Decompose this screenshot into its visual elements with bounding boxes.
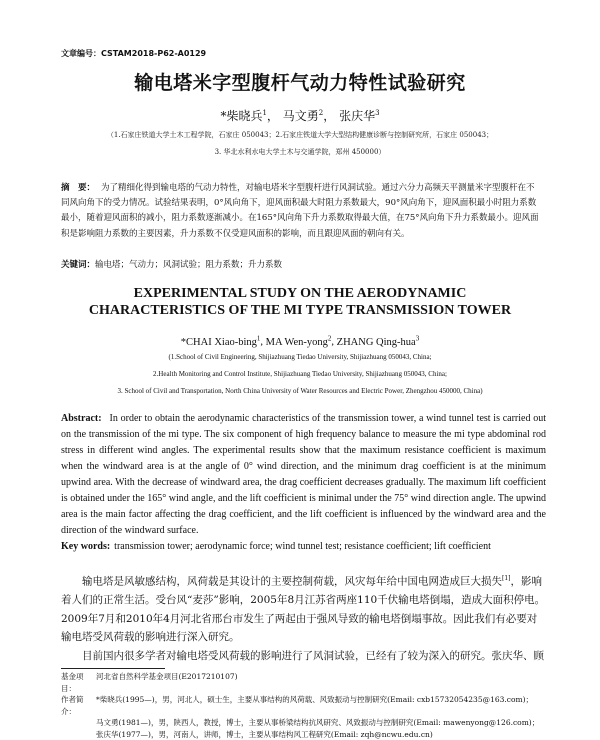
body-paragraph: 输电塔是风敏感结构，风荷载是其设计的主要控制荷载，风灾每年给中国电网造成巨大损失[1]，影响着人们的正常生活。受台风“麦莎”影响，2005年8月江苏省两座110千伏输电塔倒塌，造成大面积停电。2009年7月和2010年4月河北省邢台市发生了两起由于强风导致的输电塔倒塌事故。因此我们有必要对输电塔受风荷载的影响进行深入研究。: [61, 570, 546, 647]
body-text: [61, 570, 546, 665]
authors-cn: *柴晓兵$^1$， 马文勇$^2$， 张庆华$^3$: [0, 107, 600, 124]
footnote-row: 作者简介： *柴晓兵(1995—)，男，河北人，硕士生，主要从事结构的风荷载、风致振动与控制研究(Email: cxb15732054235@163.com)；: [61, 694, 541, 717]
paper-title-cn: 输电塔米字型腹杆气动力特性试验研究: [0, 68, 600, 95]
affiliation-cn-line: （1.石家庄铁道大学土木工程学院，石家庄 050043；2.石家庄铁道大学大型结构健康诊断与控制研究所，石家庄 050043；: [0, 130, 600, 140]
abstract-cn-label: 摘 要：: [61, 183, 95, 193]
author-en: ZHANG Qing-hua$^3$: [337, 337, 420, 348]
author-cn: 张庆华$^3$: [339, 109, 379, 123]
abstract-en-text: In order to obtain the aerodynamic characteristics of the transmission tower, a wind tunnel test is carried out on the transmission of the mi type. The six component of high frequency balance to measure the mi type abdominal rod stress in different wind angles. The experimental results show that the maximum resistance coefficient is maximum when the windward area is at the angle of 0° wind direction, and the minimum drag coefficient is at the minimum upwind area. With the decrease of windward area, the drag coefficient decreases gradually. The maximum lift coefficient is obtained under the 165° wind angle, and the lift coefficient is minimal under the 75° wind direction angle. The upwind area is the main factor affecting the drag coefficient, and the lift coefficient is influenced by the windward area and the direction of the windward surface.: [61, 413, 546, 536]
author-cn: 马文勇$^2$: [283, 109, 323, 123]
affiliation-en-line: 2.Health Monitoring and Control Institute, Shijiazhuang Tiedao University, Shijiazhuang 050043, China;: [0, 370, 600, 378]
keywords-cn: [61, 258, 541, 270]
citation-ref: [1]: [502, 575, 511, 582]
affiliation-cn-line: 3. 华北水利水电大学土木与交通学院，郑州 450000）: [0, 147, 600, 157]
paper-title-en: [0, 285, 600, 319]
affiliation-en-line: 3. School of Civil and Transportation, North China University of Water Resources and Electric Power, Zhengzhou 450000, China): [0, 387, 600, 395]
paper-title-en-line: CHARACTERISTICS OF THE MI TYPE TRANSMISSION TOWER: [0, 302, 600, 319]
abstract-en: [61, 411, 546, 539]
authors-en: *CHAI Xiao-bing$^1$, MA Wen-yong$^2$, ZHANG Qing-hua$^3$: [0, 334, 600, 348]
abstract-cn-text: 为了精细化得到输电塔的气动力特性，对输电塔米字型腹杆进行风洞试验。通过六分力高频天平测量米字型腹杆在不同风向角下的受力情况。试验结果表明，0°风向角下，迎风面积最大时阻力系数最大，90°风向角下，迎风面积最小时阻力系数最小，随着迎风面积的减小，阻力系数逐渐减小。在165°风向角下升力系数取得最大值，在75°风向角下升力系数最小。迎风面积是影响阻力系数的主要因素，升力系数不仅受迎风面积的影响，而且跟迎风面的朝向有关。: [61, 183, 539, 239]
keywords-en-text: transmission tower; aerodynamic force; wind tunnel test; resistance coefficient; lift coefficient: [114, 541, 491, 552]
keywords-cn-text: 输电塔；气动力；风洞试验；阻力系数；升力系数: [95, 260, 282, 270]
footnote-row: 马文勇(1981—)，男，陕西人，教授，博士，主要从事桥梁结构抗风研究、风致振动与控制研究(Email: mawenyong@126.com)；: [61, 717, 541, 729]
footnote-divider: [61, 668, 165, 669]
author-en: *CHAI Xiao-bing$^1$: [181, 337, 261, 348]
author-en: MA Wen-yong$^2$: [266, 337, 332, 348]
footnote-row: 基金项目： 河北省自然科学基金项目(E2017210107): [61, 671, 541, 694]
abstract-en-label: Abstract:: [61, 413, 102, 424]
body-paragraph: 目前国内很多学者对输电塔受风荷载的影响进行了风洞试验，已经有了较为深入的研究。张庆华、顾: [61, 647, 546, 666]
keywords-cn-label: 关键词：: [61, 260, 95, 270]
article-code: 文章编号：CSTAM2018-P62-A0129: [61, 48, 206, 59]
affiliation-en-line: (1.School of Civil Engineering, Shijiazhuang Tiedao University, Shijiazhuang 050043, China;: [0, 353, 600, 361]
keywords-en-label: Key words:: [61, 541, 110, 552]
footnotes: [61, 671, 541, 740]
author-cn: *柴晓兵$^1$: [220, 109, 266, 123]
abstract-cn: [61, 181, 541, 242]
paper-title-en-line: EXPERIMENTAL STUDY ON THE AERODYNAMIC: [0, 285, 600, 302]
keywords-en: [61, 541, 546, 552]
footnote-row: 张庆华(1977—)，男，河南人，讲师，博士，主要从事结构风工程研究(Email: zqh@ncwu.edu.cn): [61, 729, 541, 740]
